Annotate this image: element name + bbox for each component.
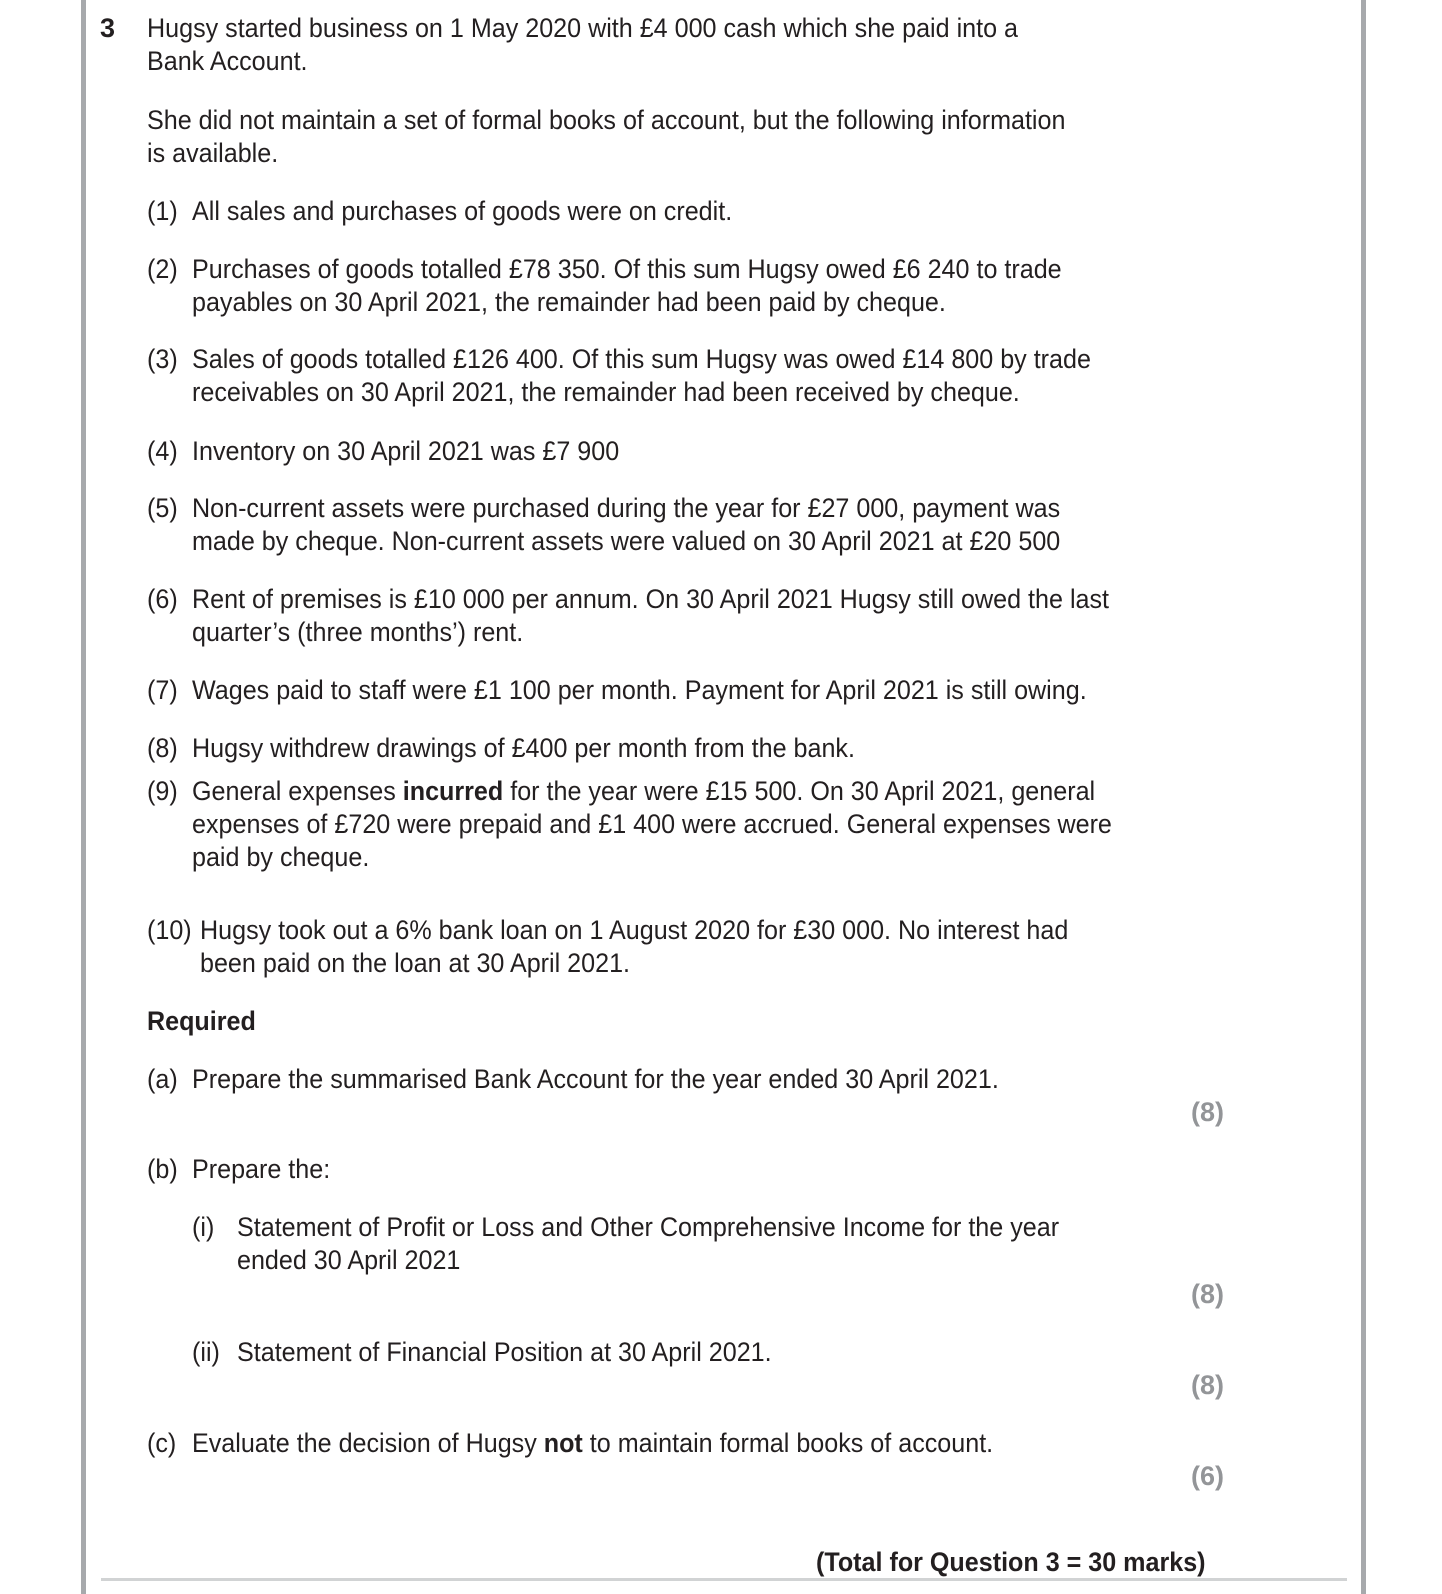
item-6-line-2: quarter’s (three months’) rent.	[192, 617, 524, 647]
part-b-ii-text: Statement of Financial Position at 30 April 2021.	[237, 1337, 772, 1367]
item-9-post: for the year were £15 500. On 30 April 2021, general	[503, 776, 1096, 806]
item-label-3: (3)	[147, 344, 178, 374]
item-9-emphasis: incurred	[402, 776, 504, 806]
item-10-line-2: been paid on the loan at 30 April 2021.	[200, 948, 631, 978]
bottom-rule	[101, 1578, 1347, 1581]
item-8-line-1: Hugsy withdrew drawings of £400 per month from the bank.	[192, 733, 855, 763]
item-label-8: (8)	[147, 733, 178, 763]
item-3-line-1: Sales of goods totalled £126 400. Of this sum Hugsy was owed £14 800 by trade	[192, 344, 1091, 374]
item-3-line-2: receivables on 30 April 2021, the remainder had been received by cheque.	[192, 377, 1020, 407]
intro-line-2: Bank Account.	[147, 46, 308, 76]
item-9-line-3: paid by cheque.	[192, 842, 370, 872]
item-label-4: (4)	[147, 436, 178, 466]
part-b-i-marks: (8)	[1191, 1279, 1224, 1309]
item-1-line-1: All sales and purchases of goods were on credit.	[192, 196, 733, 226]
info-intro-line-2: is available.	[147, 138, 279, 168]
part-b-ii-label: (ii)	[192, 1337, 220, 1367]
item-5-line-1: Non-current assets were purchased during the year for £27 000, payment was	[192, 493, 1061, 523]
item-label-1: (1)	[147, 196, 178, 226]
part-c-pre: Evaluate the decision of Hugsy	[192, 1428, 544, 1458]
item-9-line-2: expenses of £720 were prepaid and £1 400 were accrued. General expenses were	[192, 809, 1112, 839]
item-9-line-1	[192, 775, 1095, 808]
item-7-line-1: Wages paid to staff were £1 100 per month. Payment for April 2021 is still owing.	[192, 675, 1087, 705]
item-2-line-1: Purchases of goods totalled £78 350. Of this sum Hugsy owed £6 240 to trade	[192, 254, 1062, 284]
part-c-post: to maintain formal books of account.	[582, 1428, 994, 1458]
item-10-line-1: Hugsy took out a 6% bank loan on 1 August 2020 for £30 000. No interest had	[200, 915, 1069, 945]
required-heading: Required	[147, 1006, 256, 1036]
part-a-text: Prepare the summarised Bank Account for the year ended 30 April 2021.	[192, 1064, 999, 1094]
item-2-line-2: payables on 30 April 2021, the remainder had been paid by cheque.	[192, 287, 946, 317]
part-c-emphasis: not	[543, 1428, 583, 1458]
item-label-5: (5)	[147, 493, 178, 523]
item-label-9: (9)	[147, 776, 178, 806]
item-6-line-1: Rent of premises is £10 000 per annum. On 30 April 2021 Hugsy still owed the last	[192, 584, 1110, 614]
item-4-line-1: Inventory on 30 April 2021 was £7 900	[192, 436, 620, 466]
part-b-i-label: (i)	[192, 1212, 215, 1242]
total-marks: (Total for Question 3 = 30 marks)	[816, 1547, 1206, 1577]
part-a-marks: (8)	[1191, 1097, 1224, 1127]
item-label-2: (2)	[147, 254, 178, 284]
part-b-i-line-1: Statement of Profit or Loss and Other Comprehensive Income for the year	[237, 1212, 1060, 1242]
part-c-text	[192, 1427, 993, 1460]
part-b-text: Prepare the:	[192, 1154, 331, 1184]
item-label-7: (7)	[147, 675, 178, 705]
part-c-marks: (6)	[1191, 1461, 1224, 1491]
item-label-6: (6)	[147, 584, 178, 614]
question-number: 3	[100, 13, 116, 43]
part-c-label: (c)	[147, 1428, 177, 1458]
info-intro-line-1: She did not maintain a set of formal books of account, but the following information	[147, 105, 1066, 135]
item-9-pre: General expenses	[192, 776, 403, 806]
item-label-10: (10)	[147, 915, 192, 945]
intro-line-1: Hugsy started business on 1 May 2020 with £4 000 cash which she paid into a	[147, 13, 1019, 43]
item-5-line-2: made by cheque. Non-current assets were valued on 30 April 2021 at £20 500	[192, 526, 1061, 556]
page-border-right	[1361, 0, 1366, 1594]
part-a-label: (a)	[147, 1064, 178, 1094]
page-border-left	[81, 0, 86, 1594]
part-b-label: (b)	[147, 1154, 178, 1184]
part-b-ii-marks: (8)	[1191, 1370, 1224, 1400]
part-b-i-line-2: ended 30 April 2021	[237, 1245, 461, 1275]
